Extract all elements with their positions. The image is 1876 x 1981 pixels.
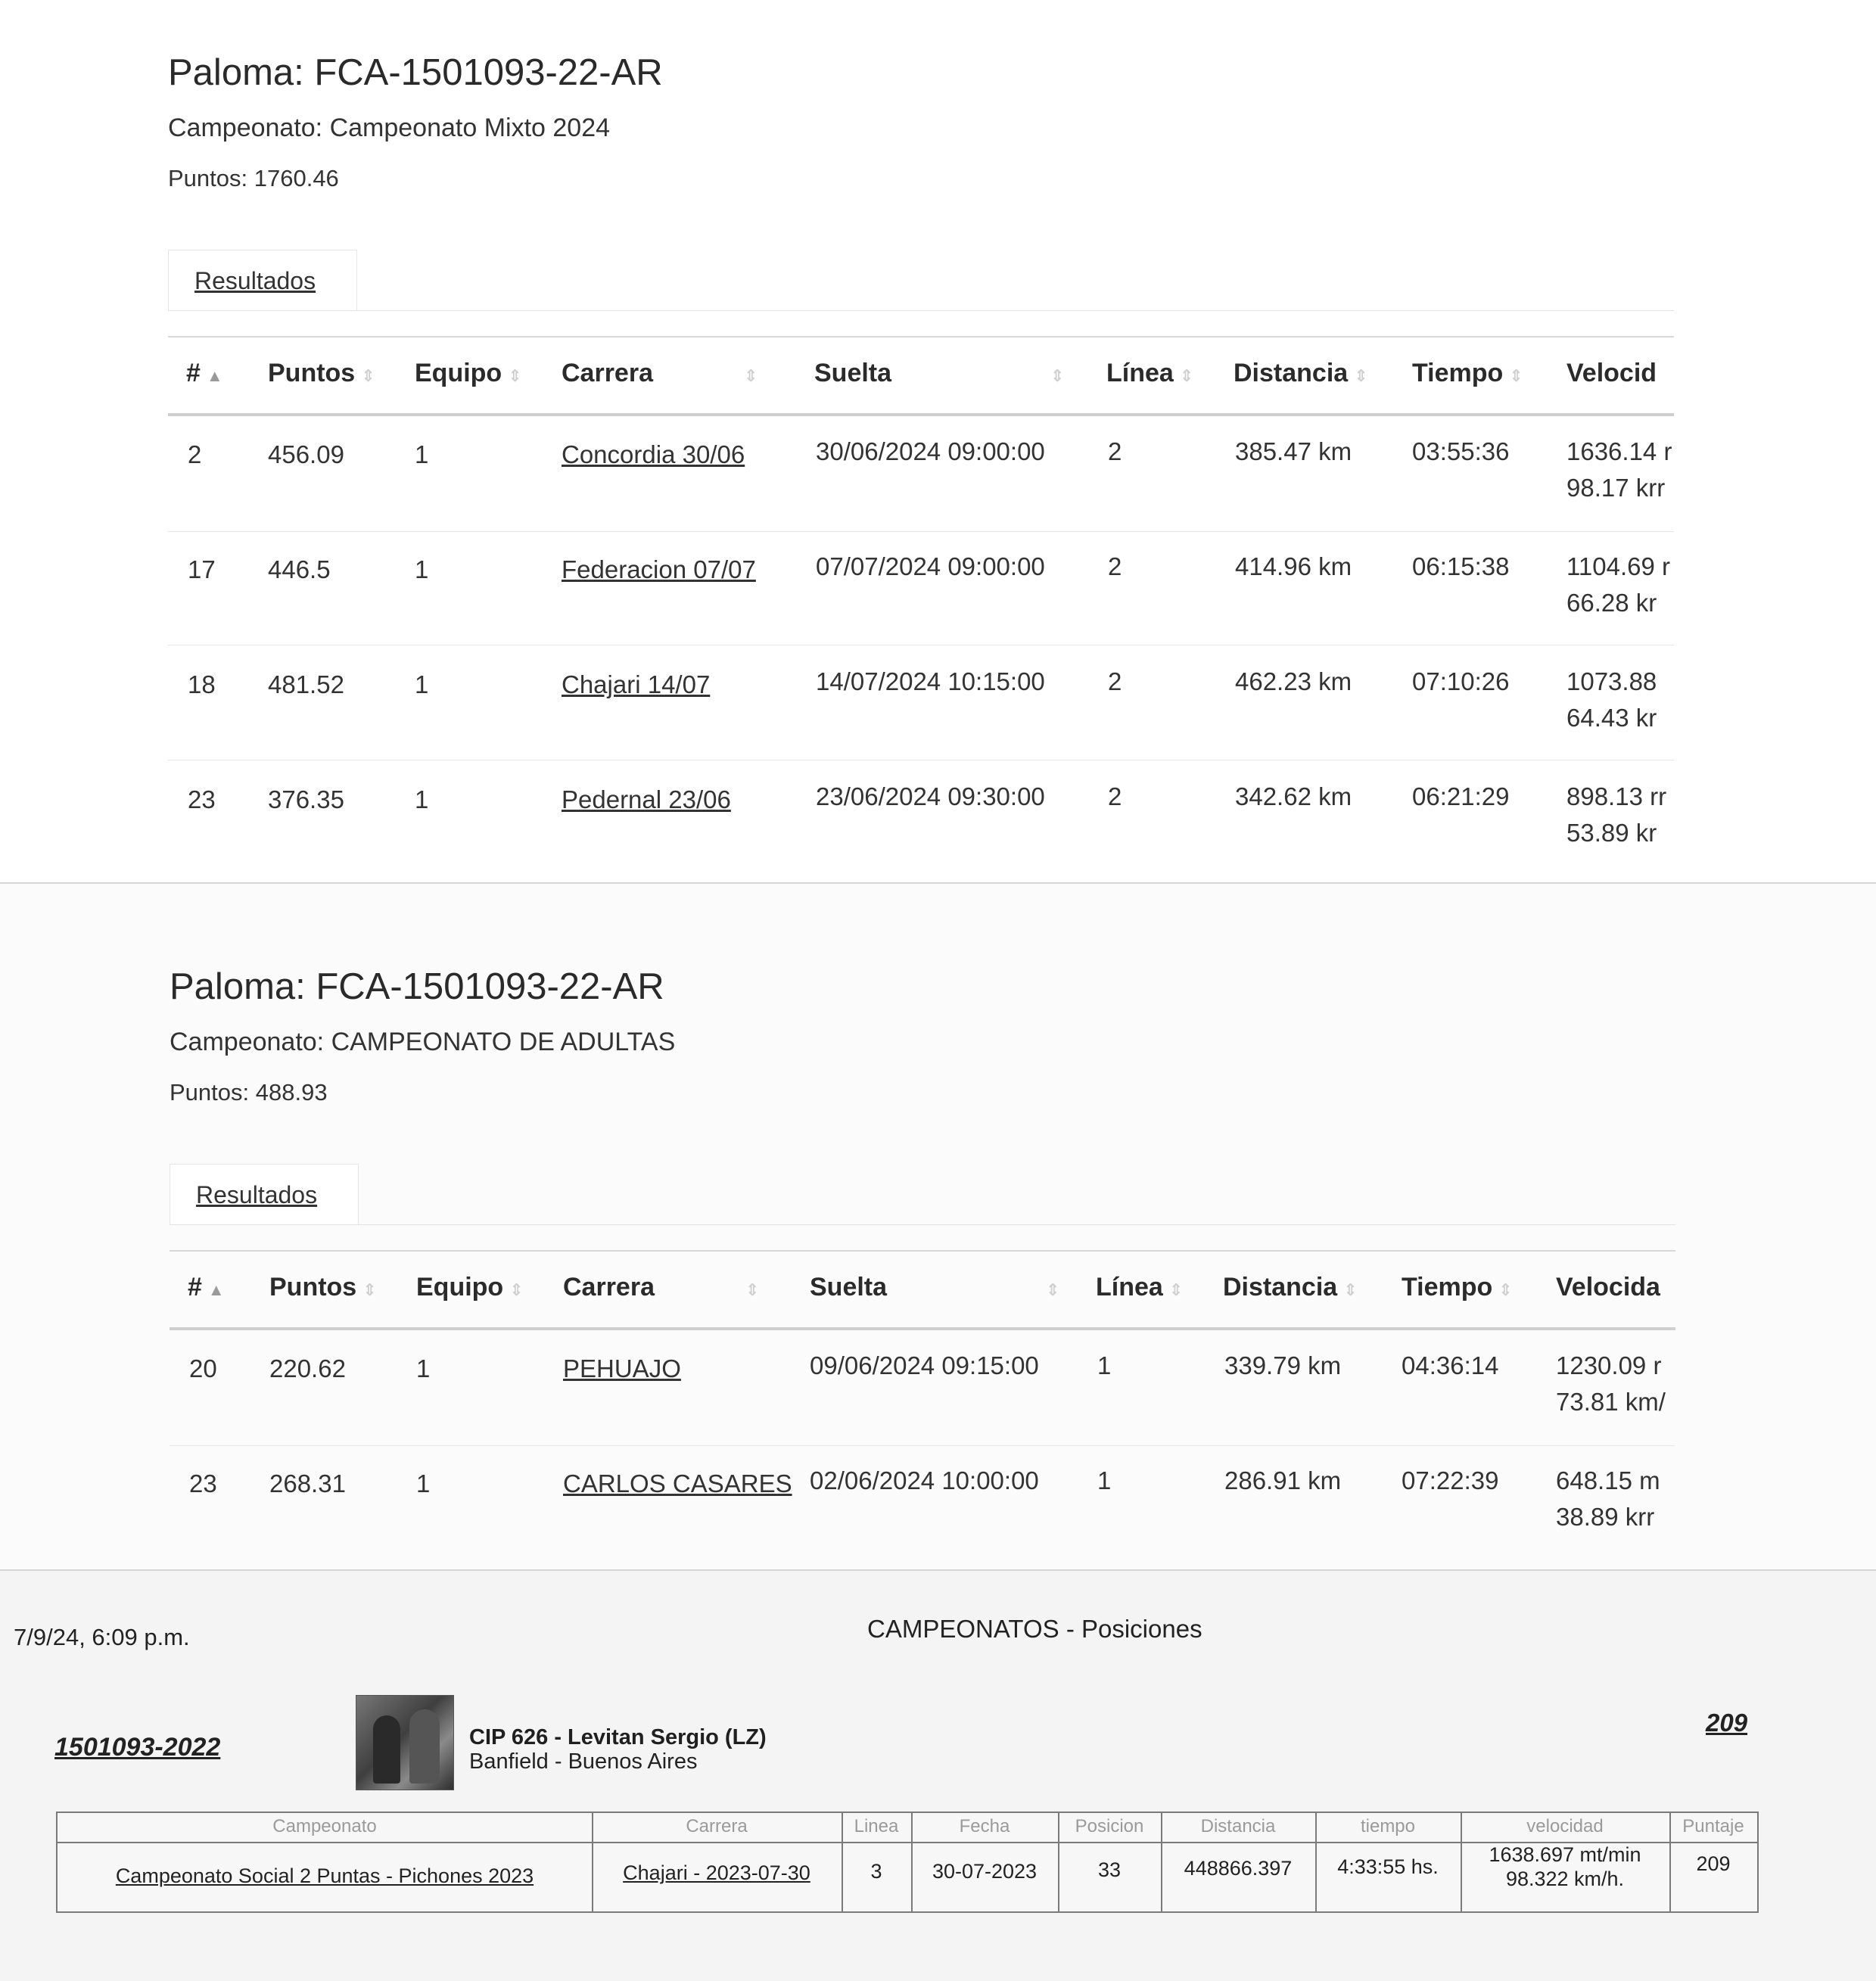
cell-equipo: 1 [415,785,429,813]
score-total: 209 [1706,1709,1748,1737]
col-header-equipo[interactable]: Equipo ⇕ [416,1273,524,1301]
sort-icon: ⇕ [362,1280,377,1299]
cell-puntos: 268.31 [269,1469,346,1497]
cell-distancia: 462.23 km [1235,667,1352,695]
sort-icon: ⇕ [1354,366,1368,385]
col-header-linea[interactable]: Línea ⇕ [1106,359,1194,387]
row-divider [170,1445,1675,1446]
cell-tiempo: 06:21:29 [1412,782,1510,810]
cell-equipo: 1 [416,1469,431,1497]
cell-equipo: 1 [416,1354,431,1382]
cell-pos: 23 [188,785,216,813]
cell-equipo: 1 [415,555,429,583]
cell-suelta: 02/06/2024 10:00:00 [810,1466,1039,1494]
col-header-puntos[interactable]: Puntos ⇕ [268,359,375,387]
sort-icon: ⇕ [1343,1280,1358,1299]
tab-results[interactable] [170,1164,359,1225]
cell-linea: 2 [1108,552,1122,580]
cell-pos: 2 [188,440,202,468]
race-link[interactable]: Chajari 14/07 [562,670,711,698]
tab-divider [170,1224,1675,1225]
cell-velocidad-kmh: 38.89 krr [1556,1503,1655,1531]
sort-icon: ⇕ [1498,1280,1513,1299]
col-header-distancia[interactable]: Distancia ⇕ [1223,1273,1358,1301]
results-table [168,336,1674,866]
sort-icon: ⇕ [1179,366,1194,385]
positions-printout [0,1571,1876,1981]
cell-suelta: 30/06/2024 09:00:00 [816,437,1045,465]
cell-velocidad-mtmin: 1230.09 r [1556,1351,1662,1379]
table-top-rule [170,1250,1675,1252]
row-divider [168,531,1674,532]
col-header-velocidad[interactable]: Velocida [1556,1273,1660,1301]
cell-distancia: 448866.397 [1184,1857,1293,1880]
cell-velocidad-mtmin: 648.15 m [1556,1466,1660,1494]
col-header-puntos[interactable]: Puntos ⇕ [269,1273,377,1301]
sort-icon: ⇕ [361,366,375,385]
cell-puntos: 481.52 [268,670,344,698]
championship-link[interactable]: Campeonato Social 2 Puntas - Pichones 2023 [115,1864,534,1887]
owner-photo [356,1695,454,1790]
sort-icon: ⇕ [1046,1280,1060,1299]
tab-results[interactable] [168,250,357,311]
col-header-tiempo[interactable]: Tiempo ⇕ [1402,1273,1513,1301]
cell-velocidad-kmh: 98.17 krr [1566,474,1666,502]
cell-velocidad-kmh: 64.43 kr [1566,704,1657,732]
tab-results-label[interactable]: Resultados [194,267,316,294]
cell-distancia: 339.79 km [1224,1351,1342,1379]
cell-velocidad-mtmin: 898.13 rr [1566,782,1667,810]
cell-velocidad-kmh: 53.89 kr [1566,819,1657,847]
cell-linea: 1 [1097,1351,1112,1379]
cell-distancia: 342.62 km [1235,782,1352,810]
race-link[interactable]: Chajari - 2023-07-30 [623,1861,810,1884]
cell-equipo: 1 [415,670,429,698]
col-header-tiempo: tiempo [1360,1816,1416,1836]
col-header-velocidad: velocidad [1526,1816,1604,1836]
tab-divider [168,310,1674,311]
cell-puntos: 446.5 [268,555,331,583]
cell-linea: 3 [870,1860,882,1883]
cell-velocidad-mtmin: 1104.69 r [1566,552,1670,580]
race-link[interactable]: PEHUAJO [563,1354,681,1382]
cell-velocidad-kmh: 66.28 kr [1566,589,1657,617]
col-header-velocidad[interactable]: Velocid [1566,359,1657,387]
cell-linea: 1 [1097,1466,1112,1494]
page-title: CAMPEONATOS - Posiciones [867,1615,1202,1643]
col-header-campeonato: Campeonato [272,1816,377,1836]
race-link[interactable]: Pedernal 23/06 [562,785,731,813]
cell-tiempo: 4:33:55 hs. [1337,1855,1439,1878]
col-header-suelta[interactable]: Suelta ⇕ [810,1273,1060,1301]
race-link[interactable]: Concordia 30/06 [562,440,745,468]
cell-posicion: 33 [1097,1858,1122,1881]
col-header-carrera[interactable]: Carrera ⇕ [562,359,758,387]
col-header-pos[interactable]: # ▲ [186,359,223,387]
cell-distancia: 414.96 km [1235,552,1352,580]
points-total: Puntos: 1760.46 [168,165,339,191]
col-header-puntaje: Puntaje [1682,1816,1744,1836]
race-link[interactable]: CARLOS CASARES [563,1469,792,1497]
results-table [170,1250,1675,1568]
cell-distancia: 385.47 km [1235,437,1352,465]
cell-suelta: 14/07/2024 10:15:00 [816,667,1045,695]
table-top-rule [168,336,1674,337]
cell-velocidad-mtmin: 1638.697 mt/min [1489,1843,1641,1866]
cell-linea: 2 [1108,437,1122,465]
tab-results-label[interactable]: Resultados [196,1181,318,1208]
cell-pos: 17 [188,555,216,583]
results-sheet-mixto [0,0,1876,884]
col-header-suelta[interactable]: Suelta ⇕ [814,359,1065,387]
person-figure [409,1709,440,1784]
col-header-carrera: Carrera [686,1816,748,1836]
cell-linea: 2 [1108,782,1122,810]
col-header-linea: Linea [854,1816,899,1836]
cell-tiempo: 03:55:36 [1412,437,1510,465]
col-header-tiempo[interactable]: Tiempo ⇕ [1412,359,1523,387]
sort-icon: ⇕ [1050,366,1065,385]
cell-velocidad-kmh: 98.322 km/h. [1505,1867,1625,1890]
col-header-carrera[interactable]: Carrera ⇕ [563,1273,760,1301]
pigeon-title: Paloma: FCA-1501093-22-AR [170,966,664,1007]
col-header-posicion: Posicion [1075,1816,1144,1836]
points-total: Puntos: 488.93 [170,1079,328,1106]
championship-name: Campeonato: CAMPEONATO DE ADULTAS [170,1028,676,1056]
cell-puntos: 456.09 [268,440,344,468]
cell-velocidad-kmh: 73.81 km/ [1556,1388,1666,1416]
sort-icon: ⇕ [745,1280,760,1299]
owner-name: CIP 626 - Levitan Sergio (LZ) [469,1725,767,1749]
sort-up-icon: ▲ [207,1280,225,1299]
race-link[interactable]: Federacion 07/07 [562,555,756,583]
cell-pos: 23 [189,1469,217,1497]
sort-icon: ⇕ [508,366,522,385]
header-bottom-rule [170,1327,1675,1330]
cell-puntos: 376.35 [268,785,344,813]
cell-tiempo: 07:22:39 [1402,1466,1499,1494]
cell-suelta: 07/07/2024 09:00:00 [816,552,1045,580]
print-timestamp: 7/9/24, 6:09 p.m. [14,1624,190,1650]
sort-icon: ⇕ [743,366,758,385]
cell-velocidad-mtmin: 1073.88 [1566,667,1657,695]
cell-pos: 20 [189,1354,217,1382]
sort-up-icon: ▲ [206,366,223,385]
cell-suelta: 09/06/2024 09:15:00 [810,1351,1039,1379]
cell-velocidad-mtmin: 1636.14 r [1566,437,1672,465]
cell-puntos: 220.62 [269,1354,346,1382]
cell-linea: 2 [1108,667,1122,695]
col-header-pos[interactable]: # ▲ [188,1273,225,1301]
ring-number: 1501093-2022 [54,1733,221,1762]
cell-distancia: 286.91 km [1224,1466,1342,1494]
pigeon-title: Paloma: FCA-1501093-22-AR [168,52,663,93]
cell-suelta: 23/06/2024 09:30:00 [816,782,1045,810]
col-header-fecha: Fecha [959,1816,1010,1836]
col-header-distancia[interactable]: Distancia ⇕ [1234,359,1368,387]
cell-pos: 18 [188,670,216,698]
cell-tiempo: 06:15:38 [1412,552,1510,580]
cell-tiempo: 07:10:26 [1412,667,1510,695]
positions-table [56,1812,1759,1913]
col-header-distancia: Distancia [1200,1816,1276,1836]
col-header-equipo[interactable]: Equipo ⇕ [415,359,522,387]
cell-equipo: 1 [415,440,429,468]
person-figure [373,1715,400,1784]
cell-puntaje: 209 [1696,1852,1731,1875]
header-bottom-rule [168,413,1674,416]
owner-location: Banfield - Buenos Aires [469,1749,698,1774]
results-sheet-adultas [0,884,1876,1571]
sort-icon: ⇕ [509,1280,524,1299]
championship-name: Campeonato: Campeonato Mixto 2024 [168,114,611,142]
col-header-linea[interactable]: Línea ⇕ [1096,1273,1184,1301]
sort-icon: ⇕ [1168,1280,1184,1299]
cell-tiempo: 04:36:14 [1402,1351,1499,1379]
sort-icon: ⇕ [1509,366,1523,385]
cell-fecha: 30-07-2023 [932,1860,1038,1883]
